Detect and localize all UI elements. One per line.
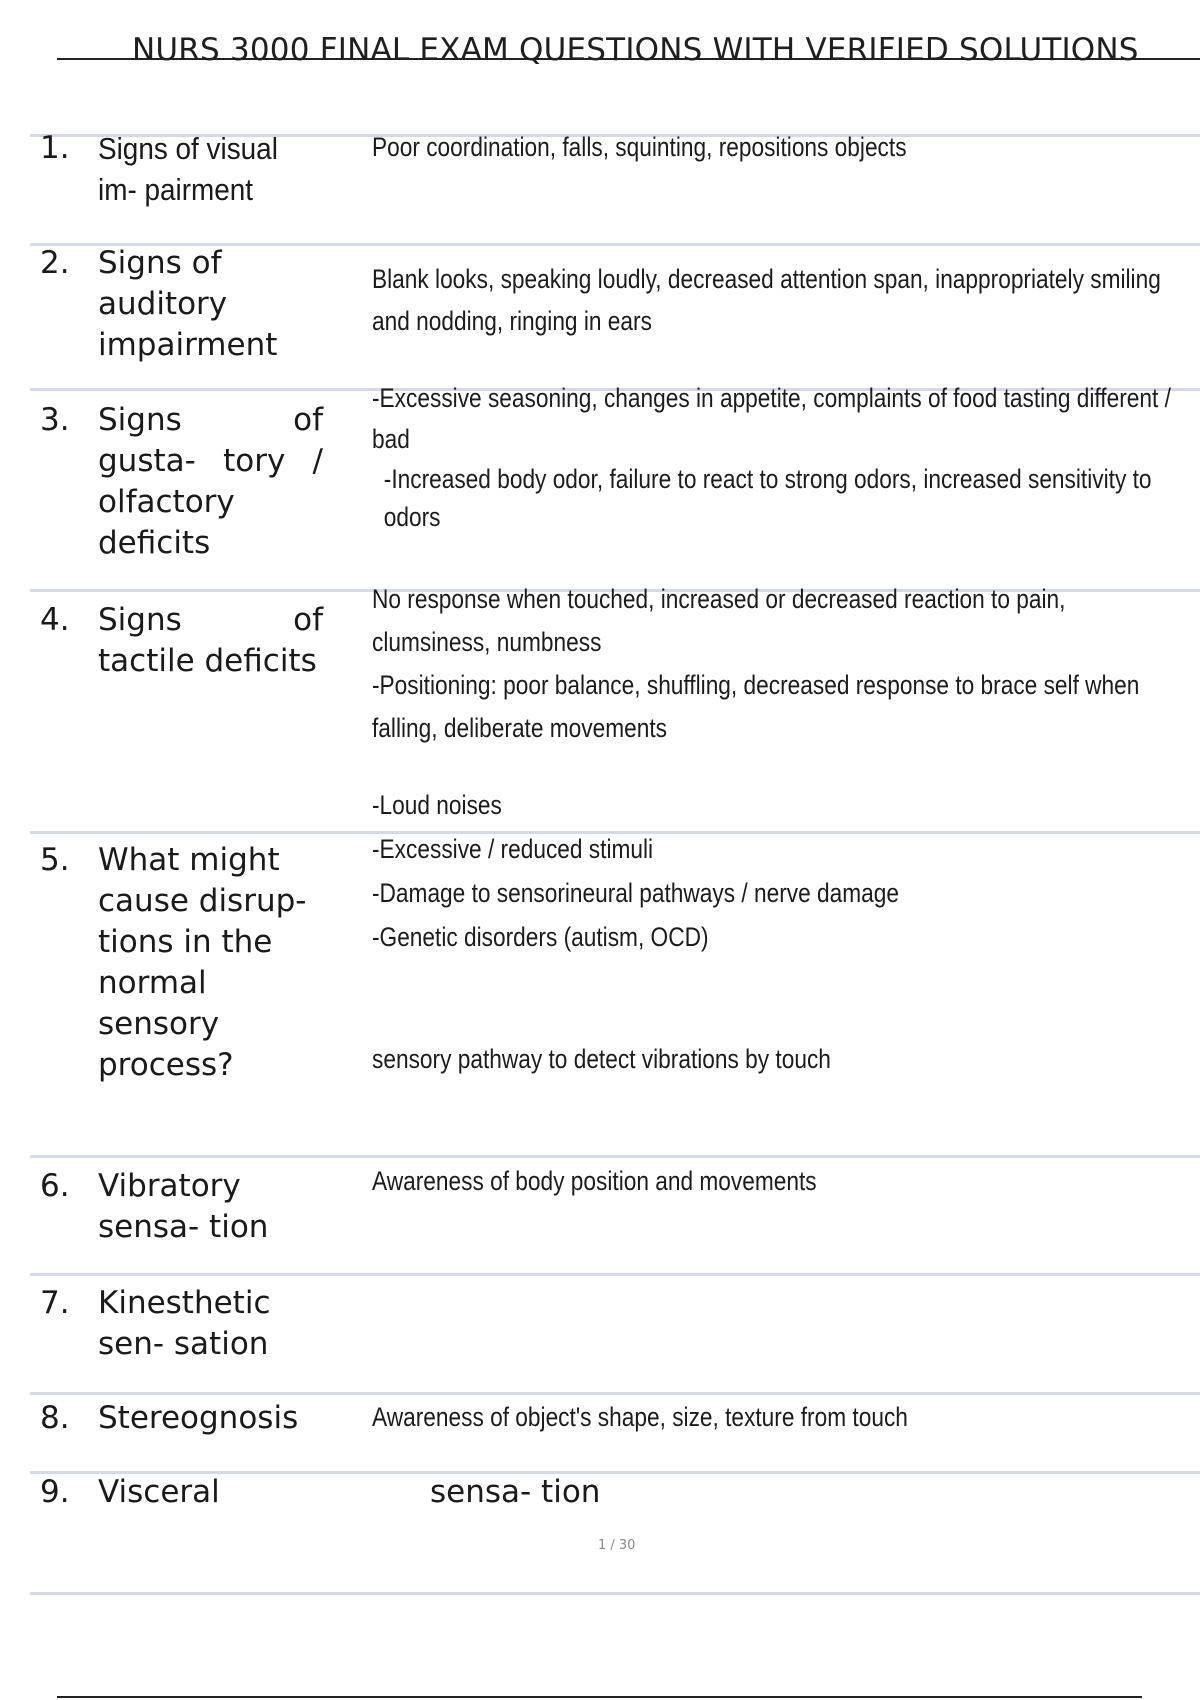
item-answer <box>372 378 1182 536</box>
item-term: Signs of tactile deficits <box>98 602 323 679</box>
term-text: Signs of visual im- pairment <box>98 131 278 207</box>
page-title: NURS 3000 FINAL EXAM QUESTIONS WITH VERIFIED SOLUTIONS <box>132 32 1139 68</box>
answer-line: -Positioning: poor balance, shuffling, decreased response to brace self when falling, deliberate movements <box>372 670 1140 743</box>
item-term <box>98 128 301 210</box>
item-number: 5. <box>40 842 70 878</box>
item-answer <box>372 1038 1182 1081</box>
answer-line: Awareness of object's shape, size, texture from touch <box>372 1402 908 1432</box>
row-divider <box>30 1392 1200 1395</box>
item-answer <box>372 578 1182 750</box>
item-answer <box>372 783 1182 959</box>
item-answer <box>372 1160 1182 1203</box>
item-number: 9. <box>40 1474 70 1510</box>
item-number: 3. <box>40 402 70 438</box>
item-number: 8. <box>40 1400 70 1436</box>
item-term: What might cause disrup- tions in the normal sensory process? <box>98 842 307 1083</box>
answer-line: -Damage to sensorineural pathways / nerve damage <box>372 878 899 908</box>
row-divider <box>30 1273 1200 1276</box>
row-divider <box>30 1592 1200 1595</box>
item-term: Signs of gusta- tory / olfactory deficits <box>98 402 323 561</box>
answer-line: Blank looks, speaking loudly, decreased attention span, inappropriately smiling and nodding, ringing in ears <box>372 264 1161 336</box>
item-term: Visceral <box>98 1474 220 1510</box>
answer-line: -Increased body odor, failure to react to strong odors, increased sensitivity to odors <box>383 464 1152 532</box>
answer-line: sensory pathway to detect vibrations by touch <box>372 1044 831 1074</box>
item-term: Signs of auditory impairment <box>98 245 278 363</box>
answer-line: -Loud noises <box>372 790 502 820</box>
answer-line: Poor coordination, falls, squinting, repositions objects <box>372 132 907 162</box>
answer-line: -Excessive / reduced stimuli <box>372 834 654 864</box>
answer-line: -Excessive seasoning, changes in appetite, complaints of food tasting different / bad <box>372 383 1171 454</box>
item-term-continuation: sensa- tion <box>430 1474 601 1510</box>
item-answer <box>372 126 1182 169</box>
item-number: 1. <box>40 130 70 166</box>
item-number: 7. <box>40 1285 70 1321</box>
item-number: 4. <box>40 602 70 638</box>
row-divider <box>30 1155 1200 1158</box>
item-term: Stereognosis <box>98 1400 299 1436</box>
page-number: 1 / 30 <box>598 1538 636 1553</box>
item-term: Kinesthetic sen- sation <box>98 1285 271 1362</box>
item-number: 2. <box>40 245 70 281</box>
answer-line: No response when touched, increased or decreased reaction to pain, clumsiness, numbness <box>372 584 1066 657</box>
item-number: 6. <box>40 1168 70 1204</box>
answer-line: Awareness of body position and movements <box>372 1166 817 1196</box>
item-answer <box>372 258 1182 342</box>
item-term: Vibratory sensa- tion <box>98 1168 269 1245</box>
bottom-rule <box>57 1696 1142 1698</box>
answer-line: -Genetic disorders (autism, OCD) <box>372 922 709 952</box>
item-answer <box>372 1396 1182 1439</box>
